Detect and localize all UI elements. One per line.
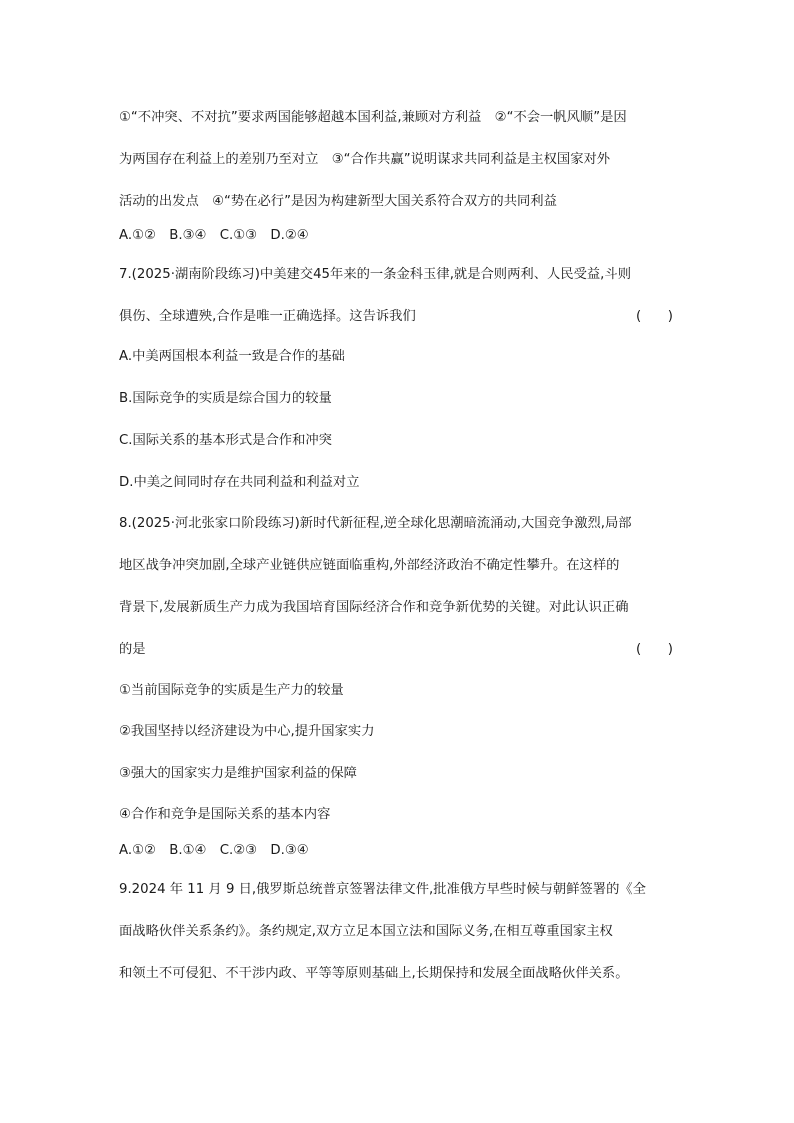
q8-item-4: ④合作和竞争是国际关系的基本内容 (119, 807, 331, 822)
q6-answer-choices: A.①② B.③④ C.①③ D.②④ (119, 228, 309, 243)
q8-answer-choices: A.①② B.①④ C.②③ D.③④ (119, 843, 309, 858)
q7-option-c: C.国际关系的基本形式是合作和冲突 (119, 433, 332, 448)
q8-stem-line-2: 地区战争冲突加剧,全球产业链供应链面临重构,外部经济政治不确定性攀升。在这样的 (119, 558, 620, 573)
q7-stem-line-2: 俱伤、全球遭殃,合作是唯一正确选择。这告诉我们 (119, 309, 416, 324)
q8-stem-line-3: 背景下,发展新质生产力成为我国培育国际经济合作和竞争新优势的关键。对此认识正确 (119, 600, 629, 615)
q7-option-a: A.中美两国根本利益一致是合作的基础 (119, 349, 345, 364)
q8-answer-blank: ( ) (636, 642, 673, 657)
q9-stem-line-1: 9.2024 年 11 月 9 日,俄罗斯总统普京签署法律文件,批准俄方早些时候与朝鲜签署的《全 (119, 882, 646, 897)
q7-stem-line-1: 7.(2025·湖南阶段练习)中美建交45年来的一条金科玉律,就是合则两利、人民受益,斗则 (119, 267, 632, 282)
q7-option-d: D.中美之间同时存在共同利益和利益对立 (119, 475, 360, 490)
q8-item-2: ②我国坚持以经济建设为中心,提升国家实力 (119, 724, 375, 739)
q8-item-3: ③强大的国家实力是维护国家利益的保障 (119, 766, 357, 781)
q8-stem-line-4: 的是 (119, 642, 146, 657)
q6-options-line-3: 活动的出发点 ④“势在必行”是因为构建新型大国关系符合双方的共同利益 (119, 194, 557, 209)
q6-options-line-2: 为两国存在利益上的差别乃至对立 ③“合作共赢”说明谋求共同利益是主权国家对外 (119, 152, 611, 167)
q7-option-b: B.国际竞争的实质是综合国力的较量 (119, 391, 332, 406)
q7-answer-blank: ( ) (636, 309, 673, 324)
q9-stem-line-2: 面战略伙伴关系条约》。条约规定,双方立足本国立法和国际义务,在相互尊重国家主权 (119, 924, 613, 939)
q6-options-line-1: ①“不冲突、不对抗”要求两国能够超越本国利益,兼顾对方利益 ②“不会一帆风顺”是因 (119, 110, 627, 125)
q8-item-1: ①当前国际竞争的实质是生产力的较量 (119, 683, 344, 698)
q8-stem-line-1: 8.(2025·河北张家口阶段练习)新时代新征程,逆全球化思潮暗流涌动,大国竞争激烈,局部 (119, 516, 632, 531)
q9-stem-line-3: 和领土不可侵犯、不干涉内政、平等等原则基础上,长期保持和发展全面战略伙伴关系。 (119, 966, 629, 981)
